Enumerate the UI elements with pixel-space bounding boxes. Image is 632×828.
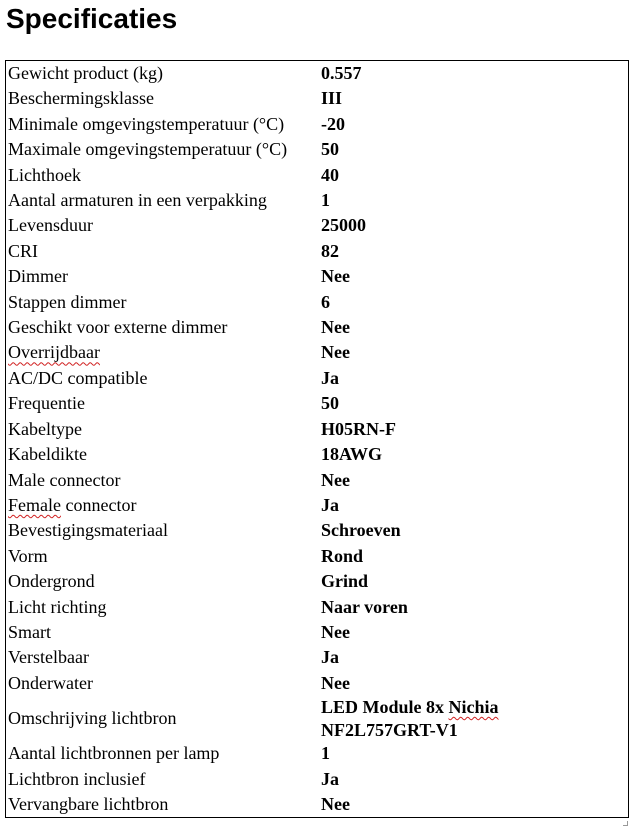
table-row <box>6 86 629 111</box>
spec-value: 50 <box>321 393 339 414</box>
table-row <box>6 188 629 213</box>
table-row <box>6 696 629 741</box>
spec-value: Nee <box>321 266 350 287</box>
spec-label: Ondergrond <box>8 571 95 592</box>
spec-label: Lichtbron inclusief <box>8 768 146 789</box>
spec-value: Rond <box>321 545 364 566</box>
spec-value: 25000 <box>321 215 366 236</box>
page-title: Specificaties <box>6 3 178 34</box>
table-row <box>6 671 629 696</box>
spec-value: Ja <box>321 647 339 668</box>
spec-value-line: LED Module 8x Nichia <box>321 697 499 718</box>
spec-value: 1 <box>321 743 330 764</box>
spell-check-underlined-text: Nichia <box>448 697 499 718</box>
table-row <box>6 645 629 670</box>
spec-label: Onderwater <box>8 672 93 693</box>
spec-value: H05RN-F <box>321 418 396 439</box>
table-row <box>6 518 629 543</box>
spec-value: Nee <box>321 621 350 642</box>
table-row <box>6 239 629 264</box>
spec-label: CRI <box>8 240 39 261</box>
table-row <box>6 213 629 238</box>
spell-check-underlined-text: Overrijdbaar <box>8 342 100 363</box>
table-row <box>6 290 629 315</box>
spec-label <box>6 340 320 365</box>
spec-label: Vorm <box>8 545 48 566</box>
spec-label: Geschikt voor externe dimmer <box>8 317 228 338</box>
spec-value: 1 <box>321 190 330 211</box>
spec-value: Grind <box>321 571 369 592</box>
page-corner-mark <box>623 821 628 826</box>
spec-label: Verstelbaar <box>8 647 89 668</box>
spec-value: Nee <box>321 469 350 490</box>
spec-value <box>319 696 629 741</box>
table-row <box>6 468 629 493</box>
spec-value: III <box>321 88 343 109</box>
spec-label: Vervangbare lichtbron <box>8 793 169 814</box>
table-row <box>6 620 629 645</box>
spec-value: 40 <box>321 164 339 185</box>
spec-label: Lichthoek <box>8 164 81 185</box>
table-row <box>6 340 629 365</box>
spec-value: Schroeven <box>321 520 401 541</box>
specifications-table <box>5 60 629 818</box>
table-row <box>6 366 629 391</box>
spec-label: Beschermingsklasse <box>8 88 154 109</box>
table-row <box>6 61 629 87</box>
spec-value-line: NF2L757GRT-V1 <box>321 719 458 740</box>
table-row <box>6 112 629 137</box>
spec-value: 50 <box>321 139 339 160</box>
table-row <box>6 264 629 289</box>
female-connector-label: Female connector <box>8 494 137 515</box>
table-row <box>6 595 629 620</box>
table-row <box>6 493 629 518</box>
spec-label: AC/DC compatible <box>8 367 148 388</box>
spec-value: Naar voren <box>321 596 408 617</box>
spec-label: Licht richting <box>8 596 107 617</box>
spec-value: 82 <box>321 240 339 261</box>
spec-value: Nee <box>321 342 350 363</box>
table-row <box>6 569 629 594</box>
table-row <box>6 741 629 766</box>
table-row <box>6 792 629 818</box>
table-row <box>6 767 629 792</box>
spec-label: Maximale omgevingstemperatuur (°C) <box>8 139 288 160</box>
spec-label: Kabeldikte <box>8 444 87 465</box>
spec-value: -20 <box>321 113 345 134</box>
spec-label: Smart <box>8 621 51 642</box>
spec-label: Bevestigingsmateriaal <box>8 520 168 541</box>
spec-label: Dimmer <box>8 266 68 287</box>
spec-value: 6 <box>321 291 330 312</box>
spec-label: Aantal armaturen in een verpakking <box>8 190 267 211</box>
spec-value: Nee <box>321 672 350 693</box>
spec-value: 0.557 <box>321 63 362 83</box>
spec-label <box>6 493 320 518</box>
table-row <box>6 442 629 467</box>
spec-value: Ja <box>321 768 339 789</box>
table-row <box>6 417 629 442</box>
spec-value: 18AWG <box>321 444 383 465</box>
spec-value: Ja <box>321 494 339 515</box>
spell-check-underlined-text: Female <box>8 494 61 515</box>
spec-value: Ja <box>321 367 339 388</box>
table-row <box>6 544 629 569</box>
table-row <box>6 315 629 340</box>
table-row <box>6 137 629 162</box>
spec-label: Minimale omgevingstemperatuur (°C) <box>8 113 285 134</box>
spec-label: Frequentie <box>8 393 85 414</box>
spec-label: Stappen dimmer <box>8 291 127 312</box>
table-row <box>6 163 629 188</box>
spec-label: Aantal lichtbronnen per lamp <box>8 743 220 764</box>
spec-label: Omschrijving lichtbron <box>8 708 177 729</box>
spec-label: Kabeltype <box>8 418 82 439</box>
spec-label: Gewicht product (kg) <box>8 63 163 83</box>
table-row <box>6 391 629 416</box>
spec-label: Male connector <box>8 469 121 490</box>
spec-label: Levensduur <box>8 215 93 236</box>
spec-value: Nee <box>321 793 350 814</box>
spec-value: Nee <box>321 317 350 338</box>
